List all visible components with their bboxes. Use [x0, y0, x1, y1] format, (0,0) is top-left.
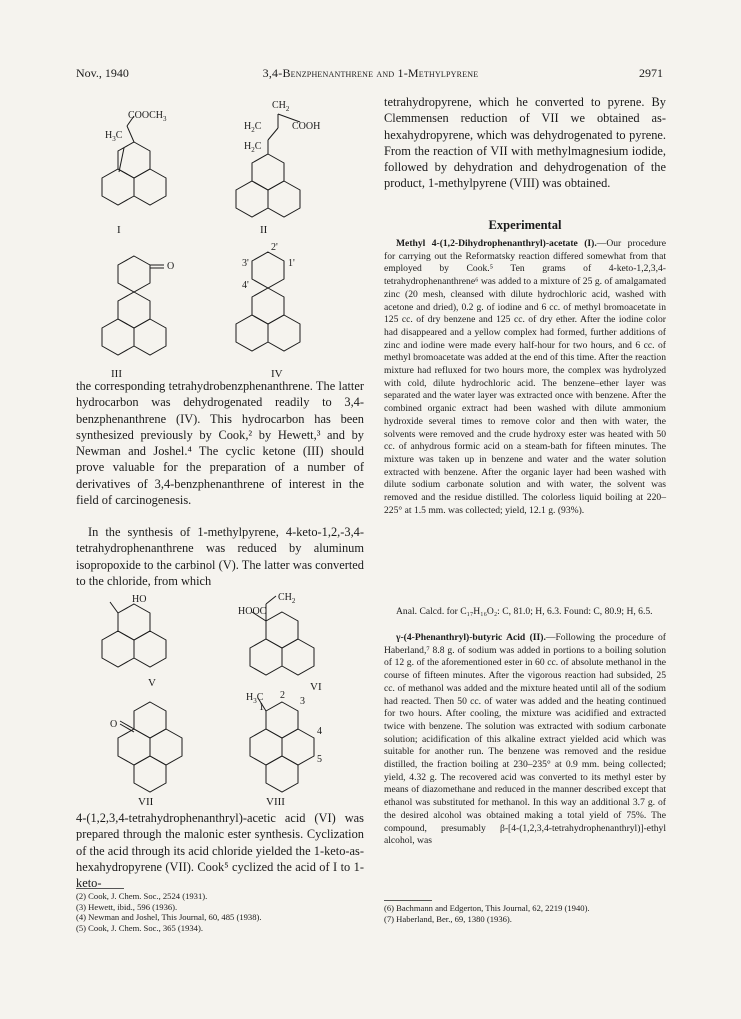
s8-n4: 4: [317, 726, 322, 737]
s4-pos2: 2': [271, 242, 278, 253]
experimental-2-title: γ-(4-Phenanthryl)-butyric Acid (II).: [396, 632, 546, 643]
footnotes-right: [384, 903, 668, 924]
label-ii: II: [260, 224, 268, 236]
s5-ho: HO: [132, 594, 147, 605]
s6-hooc: HOOC: [238, 606, 267, 617]
s2-cooh: COOH: [292, 121, 321, 132]
footnotes-left: [76, 891, 366, 933]
footnote-rule-left: [76, 888, 124, 889]
right-intro: tetrahydropyrene, which he converted to pyrene. By Clemmensen reduction of VII we obtained as-hexahydropyrene, which was dehydrogenated to pyrene. From the reaction of VII with methylmagnesium iodide, followed by dehydration and dehydrogenation of the product, 1-methylpyrene (VIII) was obtained.: [384, 95, 666, 191]
label-vii: VII: [138, 796, 154, 808]
s7-oxygen: O: [110, 719, 118, 730]
s4-pos3: 3': [242, 258, 249, 269]
structures-i-ii: [72, 92, 372, 247]
experimental-2: [384, 632, 666, 848]
section-heading: Experimental: [488, 218, 562, 232]
s8-h3c: $H_3C$: [246, 692, 264, 705]
footnote-3: (3) Hewett, ibid., 596 (1936).: [76, 901, 178, 912]
footnote-5: (5) Cook, J. Chem. Soc., 365 (1934).: [76, 922, 203, 933]
page-number: 2971: [639, 66, 663, 80]
label-v: V: [148, 677, 156, 689]
footnote-4: (4) Newman and Joshel, This Journal, 60, 485 (1938).: [76, 912, 262, 923]
footnote-rule-right: [384, 900, 432, 901]
label-viii: VIII: [266, 796, 285, 808]
s4-pos4: 4': [242, 280, 249, 291]
left-paragraph-2: In the synthesis of 1-methylpyrene, 4-keto-1,2,-3,4-tetrahydrophenanthrene was reduced by aluminum isopropoxide to the carbinol (V). The latter was converted to the chloride, from which: [76, 525, 364, 588]
left-paragraph-1: the corresponding tetrahydrobenzphenanthrene. The latter hydrocarbon was dehydrogenated readily to 3,4-benzphenanthrene (IV). This hydrocarbon has been synthesized previously by Cook,² by Hewett,³ and by Newman and Joshel.⁴ The cyclic ketone (III) should prove valuable for the preparation of a number of derivatives of 3,4-benzphenanthrene of interest in the field of carcinogenesis.: [76, 379, 364, 508]
s1-methyl: $H_3C$: [105, 130, 123, 143]
s6-ch: $CH_2$: [278, 592, 296, 605]
experimental-1: [384, 238, 666, 517]
footnote-2: (2) Cook, J. Chem. Soc., 2524 (1931).: [76, 891, 208, 901]
s1-group: $COOCH_3$: [128, 110, 167, 123]
label-iii: III: [111, 368, 122, 380]
s3-oxygen: O: [167, 261, 175, 272]
footnote-7: (7) Haberland, Ber., 69, 1380 (1936).: [384, 913, 512, 924]
left-paragraph-3: 4-(1,2,3,4-tetrahydrophenanthryl)-acetic acid (VI) was prepared through the malonic ester synthesis. Cyclization of the acid through its acid chloride yielded the 1-keto-as-hexahydropyrene (VII). Cook⁵ cyclized the acid of I to 1-keto-: [76, 811, 364, 891]
label-i: I: [117, 224, 121, 236]
structures-vii-viii: [72, 690, 372, 810]
s2-h2c-a: $H_2C$: [244, 121, 262, 134]
experimental-2-body: —Following the procedure of Haberland,⁷ 8.8 g. of sodium was added in portions to a boiling solution of 12 g. of the aforementioned ester in 60 cc. of absolute methanol in the course of fifteen minutes. After the vigorous reaction had subsided, 25 cc. of methanol was added and the mixture heated until all of the sodium had reacted. Then 50 cc. of water was added and the heating continued for two hours. After cooling, the mixture was acidified and extracted twice with benzene. The solution was extracted with sodium carbonate solution; acidification of this alkaline extract yielded acid which was suitable for another run. The benzene was removed and the residue distilled, the fraction boiling at 230–235° at 0.9 mm. being collected; yield, 4.32 g. The recovered acid was converted to its methyl ester by means of diazomethane and reduced in the manner described except that ethanol was substituted for methanol. In this way an additional 3.7 g. of the desired alcohol was obtained making a total yield of 75%. The compound, presumably β-[4-(1,2,3,4-tetrahydrophenanthryl)]-ethyl alcohol, was: [384, 632, 666, 847]
label-iv: IV: [271, 368, 283, 380]
experimental-1-body: —Our procedure for carrying out the Reformatsky reaction differed somewhat from that employed by Cook.⁵ Ten grams of 4-keto-1,2,3,4-tetrahydrophenanthrene⁶ was added to a mixture of 25 g. of amalgamated zinc (20 mesh, cleansed with dilute hydrochloric acid, washed with acetone and dried), 0.2 g. of iodine and 6 cc. of methyl bromoacetate in 125 cc. of dry benzene and 125 cc. of dry ether. After the iodine color had disappeared and a yellow complex had formed, further additions of zinc and iodine were made every half-hour for two hours, and 6 cc. of methyl bromoacetate was added at the end of this time. After the reaction mixture had refluxed for two hours more, the complex was hydrolyzed with cold, dilute hydrochloric acid. The benzene–ether layer was separated and the water layer was extracted once with benzene. After the combined organic extract had been washed with dilute ammonium hydroxide several times to remove color and then with water, the solvents were removed and the crude hydroxy ester was heated with 50 cc. of anhydrous formic acid on a steam-bath for fifteen minutes. The mixture was taken up in benzene and water and the water solution extracted with benzene. After the organic layer had been washed with dilute sodium carbonate solution and with water, the solvent was removed and the residue distilled. The colorless liquid boiling at 220–225° at 1.5 mm. was collected; yield, 12.1 g. (93%).: [384, 238, 666, 516]
experimental-1-title: Methyl 4-(1,2-Dihydrophenanthryl)-acetate (I).: [396, 238, 597, 249]
structures-iii-iv: [72, 244, 372, 384]
s8-n1: 1: [259, 702, 264, 713]
running-title: 3,4-Benzphenanthrene and 1-Methylpyrene: [262, 66, 479, 80]
footnote-6: (6) Bachmann and Edgerton, This Journal, 62, 2219 (1940).: [384, 903, 590, 913]
s8-n3: 3: [300, 696, 305, 707]
label-vi: VI: [310, 681, 322, 693]
s8-n2: 2: [280, 690, 285, 701]
s8-n5: 5: [317, 754, 322, 765]
s2-h2c-b: $H_2C$: [244, 141, 262, 154]
s2-ch: $CH_2$: [272, 100, 290, 113]
analysis-line: Anal. Calcd. for C₁₇H₁₆O₂: C, 81.0; H, 6.3. Found: C, 80.9; H, 6.5.: [396, 606, 653, 617]
s4-pos1: 1': [288, 258, 295, 269]
page-date: Nov., 1940: [76, 66, 129, 80]
